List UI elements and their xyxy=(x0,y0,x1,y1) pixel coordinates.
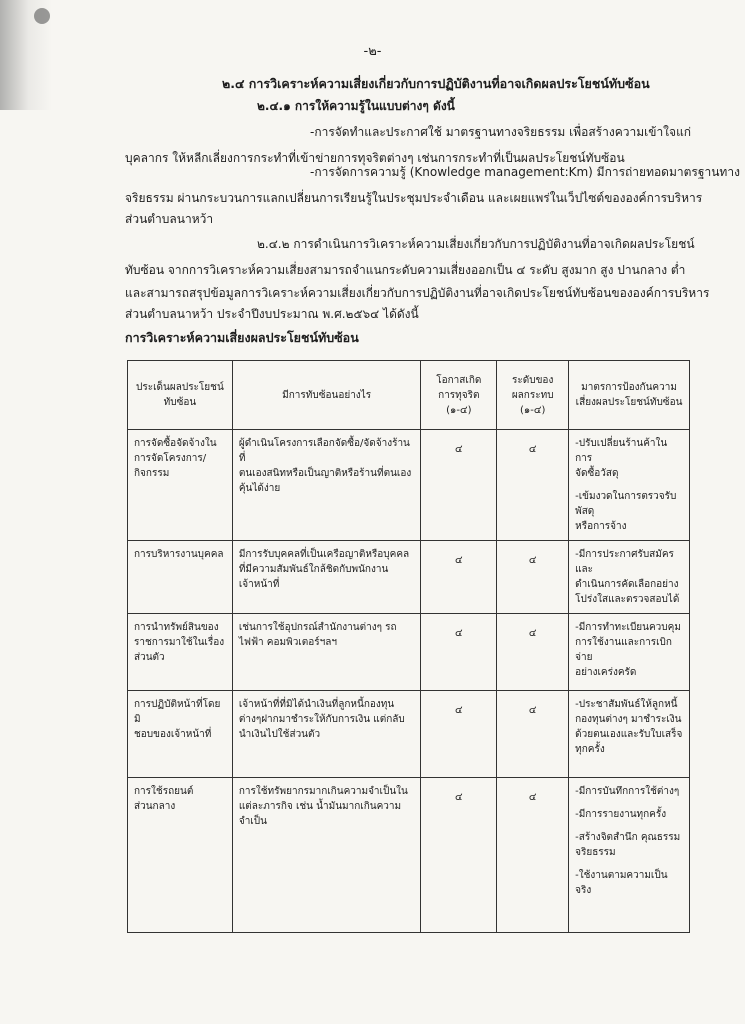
cell-measures: -มีการบันทึกการใช้ต่างๆ -มีการรายงานทุกครั้ง -สร้างจิตสำนึก คุณธรรม จริยธรรม -ใช้งานตามความเป็นจริง xyxy=(569,778,690,933)
cell-chance: ๔ xyxy=(421,430,497,541)
cell-impact: ๔ xyxy=(497,691,569,778)
cell-how: การใช้ทรัพยากรมากเกินความจำเป็นใน แต่ละภารกิจ เช่น น้ำมันมากเกินความ จำเป็น xyxy=(232,778,421,933)
cell-how: มีการรับบุคคลที่เป็นเครือญาติหรือบุคคล ที่มีความสัมพันธ์ใกล้ชิดกับพนักงาน เจ้าหน้าที่ xyxy=(232,541,421,614)
table-row xyxy=(128,541,690,614)
risk-table xyxy=(127,360,690,933)
cell-impact: ๔ xyxy=(497,541,569,614)
cell-issue: การนำทรัพย์สินของ ราชการมาใช้ในเรื่อง ส่วนตัว xyxy=(128,614,233,691)
cell-chance: ๔ xyxy=(421,691,497,778)
table-row xyxy=(128,430,690,541)
paragraph-line: ส่วนตำบลนาหว้า ประจำปีงบประมาณ พ.ศ.๒๕๖๔ ได้ดังนี้ xyxy=(125,307,419,321)
cell-impact: ๔ xyxy=(497,778,569,933)
table-title: การวิเคราะห์ความเสี่ยงผลประโยชน์ทับซ้อน xyxy=(125,330,359,345)
table-row xyxy=(128,778,690,933)
cell-how: เช่นการใช้อุปกรณ์สำนักงานต่างๆ รถ ไฟฟ้า คอมพิวเตอร์ฯลฯ xyxy=(232,614,421,691)
section-title: ๒.๔ การวิเคราะห์ความเสี่ยงเกี่ยวกับการปฏิบัติงานที่อาจเกิดผลประโยชน์ทับซ้อน xyxy=(222,76,650,91)
cell-measures: -มีการประกาศรับสมัครและ ดำเนินการคัดเลือกอย่าง โปร่งใสและตรวจสอบได้ xyxy=(569,541,690,614)
cell-how: เจ้าหน้าที่ที่มิได้นำเงินที่ลูกหนี้กองทุน ต่างๆฝากมาชำระให้กับการเงิน แต่กลับ นำเงินไปใช้ส่วนตัว xyxy=(232,691,421,778)
cell-measures: -มีการทำทะเบียนควบคุม การใช้งานและการเบิกจ่าย อย่างเคร่งครัด xyxy=(569,614,690,691)
header-measures: มาตรการป้องกันความ เสี่ยงผลประโยชน์ทับซ้อน xyxy=(569,361,690,430)
cell-issue: การบริหารงานบุคคล xyxy=(128,541,233,614)
paragraph-line: ทับซ้อน จากการวิเคราะห์ความเสี่ยงสามารถจำแนกระดับความเสี่ยงออกเป็น ๔ ระดับ สูงมาก สูง ปานกลาง ต่ำ xyxy=(125,263,686,277)
paragraph-line: -การจัดทำและประกาศใช้ มาตรฐานทางจริยธรรม เพื่อสร้างความเข้าใจแก่ xyxy=(310,125,692,139)
paragraph-line: และสามารถสรุปข้อมูลการวิเคราะห์ความเสี่ยงเกี่ยวกับการปฏิบัติงานที่อาจเกิดประโยชน์ทับซ้อนขององค์การบริหาร xyxy=(125,286,710,300)
paragraph-line: ส่วนตำบลนาหว้า xyxy=(125,212,214,226)
cell-chance: ๔ xyxy=(421,614,497,691)
table-row xyxy=(128,691,690,778)
table-header-row xyxy=(128,361,690,430)
cell-issue: การใช้รถยนต์ ส่วนกลาง xyxy=(128,778,233,933)
header-impact: ระดับของ ผลกระทบ (๑-๔) xyxy=(497,361,569,430)
paragraph-line: -การจัดการความรู้ (Knowledge management:Km) มีการถ่ายทอดมาตรฐานทาง xyxy=(310,165,740,179)
header-how: มีการทับซ้อนอย่างไร xyxy=(232,361,421,430)
cell-issue: การจัดซื้อจัดจ้างใน การจัดโครงการ/ กิจกรรม xyxy=(128,430,233,541)
cell-how: ผู้ดำเนินโครงการเลือกจัดซื้อ/จัดจ้างร้านที่ ตนเองสนิทหรือเป็นญาติหรือร้านที่ตนเอง คุ้นได้ง่าย xyxy=(232,430,421,541)
cell-impact: ๔ xyxy=(497,614,569,691)
cell-issue: การปฏิบัติหน้าที่โดยมิ ชอบของเจ้าหน้าที่ xyxy=(128,691,233,778)
paragraph-line: ๒.๔.๒ การดำเนินการวิเคราะห์ความเสี่ยงเกี่ยวกับการปฏิบัติงานที่อาจเกิดผลประโยชน์ xyxy=(257,237,695,251)
paragraph-line: จริยธรรม ผ่านกระบวนการแลกเปลี่ยนการเรียนรู้ในประชุมประจำเดือน และเผยแพร่ในเว็ปไซต์ขององค์การบริหาร xyxy=(125,191,703,205)
cell-chance: ๔ xyxy=(421,541,497,614)
cell-impact: ๔ xyxy=(497,430,569,541)
cell-measures: -ปรับเปลี่ยนร้านค้าในการ จัดซื้อวัสดุ -เข้มงวดในการตรวจรับพัสดุ หรือการจ้าง xyxy=(569,430,690,541)
cell-chance: ๔ xyxy=(421,778,497,933)
subsection-heading-1: ๒.๔.๑ การให้ความรู้ในแบบต่างๆ ดังนี้ xyxy=(257,99,455,113)
paragraph-line: บุคลากร ให้หลีกเลี่ยงการกระทำที่เข้าข่ายการทุจริตต่างๆ เช่นการกระทำที่เป็นผลประโยชน์ทับซ้อน xyxy=(125,151,625,165)
scan-spot xyxy=(34,8,50,24)
cell-measures: -ประชาสัมพันธ์ให้ลูกหนี้ กองทุนต่างๆ มาชำระเงิน ด้วยตนเองและรับใบเสร็จ ทุกครั้ง xyxy=(569,691,690,778)
header-issue: ประเด็นผลประโยชน์ ทับซ้อน xyxy=(128,361,233,430)
header-chance: โอกาสเกิด การทุจริต (๑-๔) xyxy=(421,361,497,430)
page-number: -๒- xyxy=(363,44,382,59)
table-row xyxy=(128,614,690,691)
